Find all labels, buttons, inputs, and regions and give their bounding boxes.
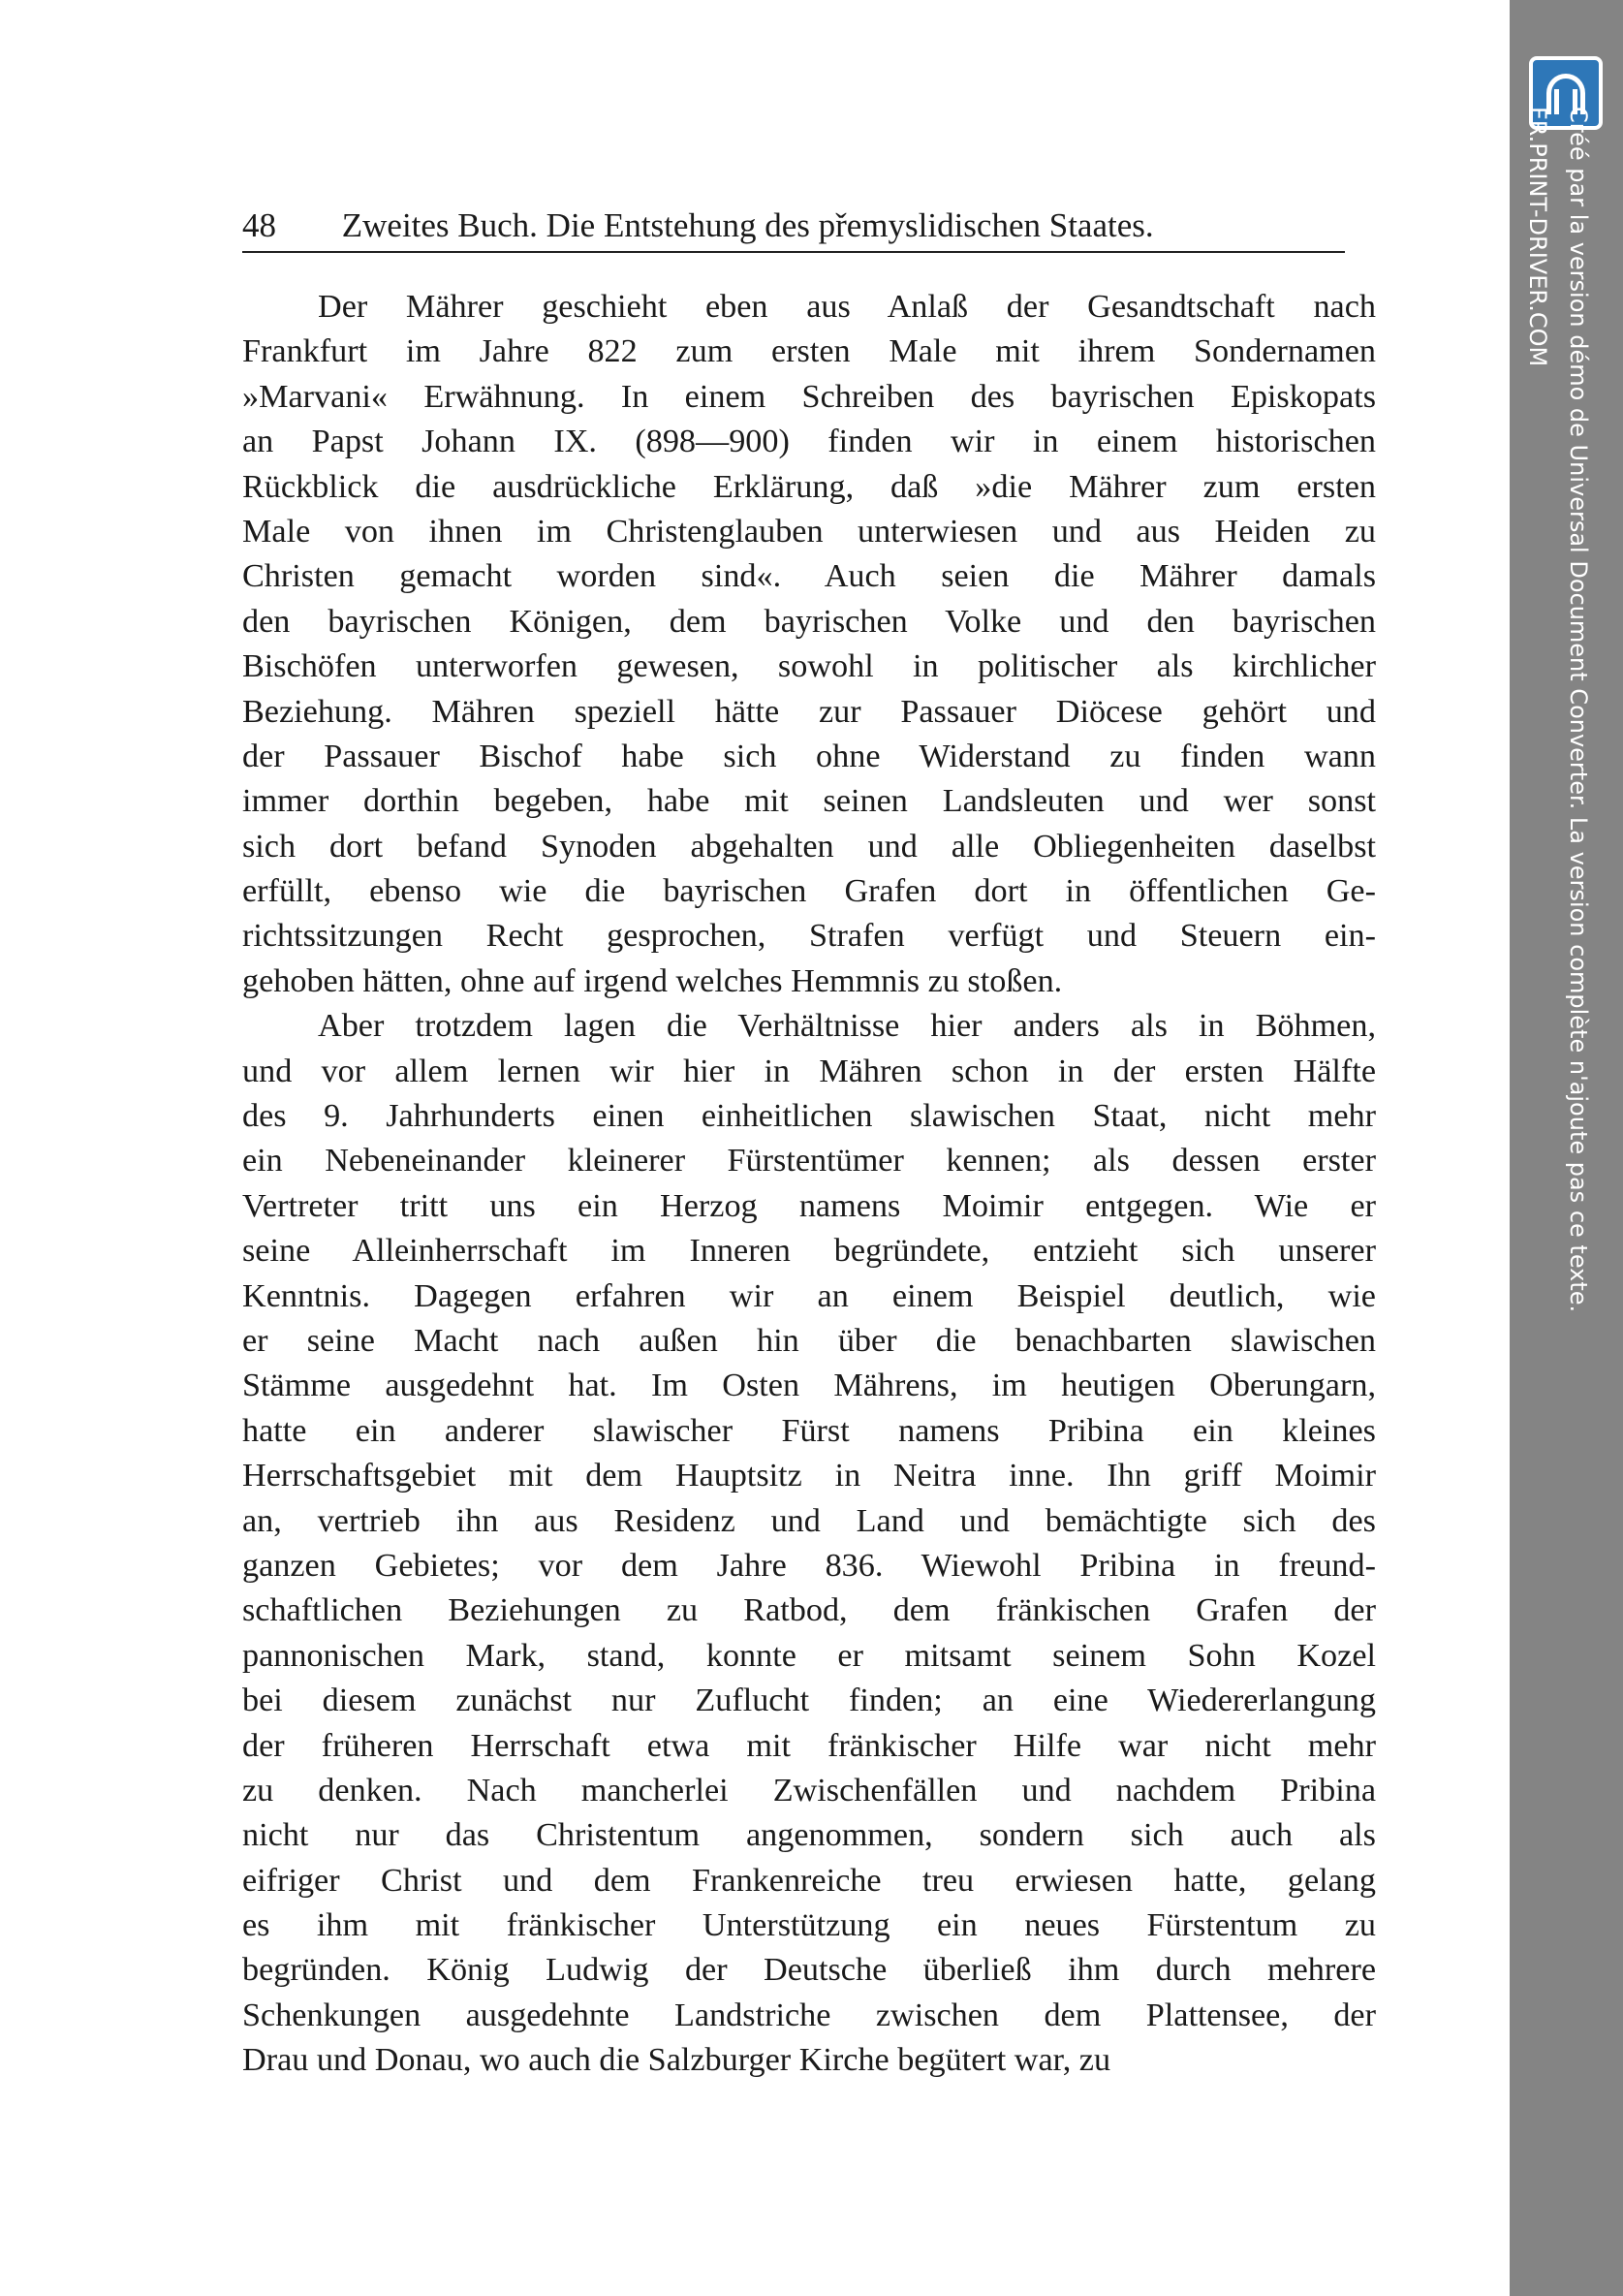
text-line: Aber trotzdem lagen die Verhältnisse hier anders als in Böhmen, (318, 1008, 1376, 1045)
text-line: nicht nur das Christentum angenommen, sondern sich auch als (242, 1817, 1376, 1854)
text-line: schaftlichen Beziehungen zu Ratbod, dem fränkischen Grafen der (242, 1592, 1376, 1629)
text-line: Schenkungen ausgedehnte Landstriche zwischen dem Plattensee, der (242, 1997, 1376, 2033)
text-line: eifriger Christ und dem Frankenreiche treu erwiesen hatte, gelang (242, 1862, 1376, 1899)
text-line: richtssitzungen Recht gesprochen, Strafen verfügt und Steuern ein- (242, 918, 1376, 955)
text-line: der Passauer Bischof habe sich ohne Widerstand zu finden wann (242, 738, 1376, 774)
page-header (242, 201, 1345, 253)
text-line: es ihm mit fränkischer Unterstützung ein neues Fürstentum zu (242, 1907, 1376, 1944)
page-number: 48 (242, 206, 276, 244)
watermark-line-1: Créé par la version démo de Universal Document Converter. La version complète n'ajoute pas ce texte. (1565, 107, 1592, 1313)
text-line: Beziehung. Mähren speziell hätte zur Passauer Diöcese gehört und (242, 693, 1376, 730)
text-line: er seine Macht nach außen hin über die benachbarten slawischen (242, 1322, 1376, 1359)
text-line: an Papst Johann IX. (898—900) finden wir in einem historischen (242, 424, 1376, 460)
text-line: hatte ein anderer slawischer Fürst namens Pribina ein kleines (242, 1412, 1376, 1449)
text-line: Herrschaftsgebiet mit dem Hauptsitz in Neitra inne. Ihn griff Moimir (242, 1458, 1376, 1494)
text-line: Christen gemacht worden sind«. Auch seien die Mährer damals (242, 558, 1376, 595)
text-line: Drau und Donau, wo auch die Salzburger Kirche begütert war, zu (242, 2042, 1111, 2079)
text-line: Rückblick die ausdrückliche Erklärung, daß »die Mährer zum ersten (242, 468, 1376, 505)
text-line: immer dorthin begeben, habe mit seinen Landsleuten und wer sonst (242, 783, 1376, 820)
text-line: des 9. Jahrhunderts einen einheitlichen slawischen Staat, nicht mehr (242, 1098, 1376, 1135)
text-line: an, vertrieb ihn aus Residenz und Land und bemächtigte sich des (242, 1502, 1376, 1539)
text-line: Frankfurt im Jahre 822 zum ersten Male mit ihrem Sondernamen (242, 333, 1376, 370)
text-line: »Marvani« Erwähnung. In einem Schreiben des bayrischen Episkopats (242, 378, 1376, 415)
text-line: den bayrischen Königen, dem bayrischen Volke und den bayrischen (242, 603, 1376, 640)
text-line: sich dort befand Synoden abgehalten und alle Obliegenheiten daselbst (242, 828, 1376, 865)
watermark-text (1517, 107, 1599, 1444)
running-head: Zweites Buch. Die Entstehung des přemyslidischen Staates. (341, 206, 1154, 244)
text-line: der früheren Herrschaft etwa mit fränkischer Hilfe war nicht mehr (242, 1727, 1376, 1764)
text-line: Der Mährer geschieht eben aus Anlaß der Gesandtschaft nach (318, 289, 1376, 325)
text-line: begründen. König Ludwig der Deutsche überließ ihm durch mehrere (242, 1952, 1376, 1989)
text-line: Male von ihnen im Christenglauben unterwiesen und aus Heiden zu (242, 513, 1376, 550)
watermark-line-2: FR.PRINT-DRIVER.COM (1524, 107, 1551, 367)
text-line: gehoben hätten, ohne auf irgend welches Hemmnis zu stoßen. (242, 962, 1063, 999)
text-line: erfüllt, ebenso wie die bayrischen Grafen dort in öffentlichen Ge- (242, 873, 1376, 910)
text-line: ganzen Gebietes; vor dem Jahre 836. Wiewohl Pribina in freund- (242, 1547, 1376, 1584)
text-line: Vertreter tritt uns ein Herzog namens Moimir entgegen. Wie er (242, 1187, 1376, 1224)
text-line: und vor allem lernen wir hier in Mähren schon in der ersten Hälfte (242, 1053, 1376, 1089)
text-line: pannonischen Mark, stand, konnte er mitsamt seinem Sohn Kozel (242, 1637, 1376, 1674)
text-line: zu denken. Nach mancherlei Zwischenfällen und nachdem Pribina (242, 1772, 1376, 1808)
text-line: seine Alleinherrschaft im Inneren begründete, entzieht sich unserer (242, 1233, 1376, 1270)
text-line: Stämme ausgedehnt hat. Im Osten Mährens, im heutigen Oberungarn, (242, 1368, 1376, 1404)
text-line: Kenntnis. Dagegen erfahren wir an einem Beispiel deutlich, wie (242, 1277, 1376, 1314)
text-line: bei diesem zunächst nur Zuflucht finden; an eine Wiedererlangung (242, 1683, 1376, 1719)
text-line: ein Nebeneinander kleinerer Fürstentümer kennen; als dessen erster (242, 1143, 1376, 1179)
body-text (242, 285, 1376, 2084)
text-line: Bischöfen unterworfen gewesen, sowohl in politischer als kirchlicher (242, 648, 1376, 685)
